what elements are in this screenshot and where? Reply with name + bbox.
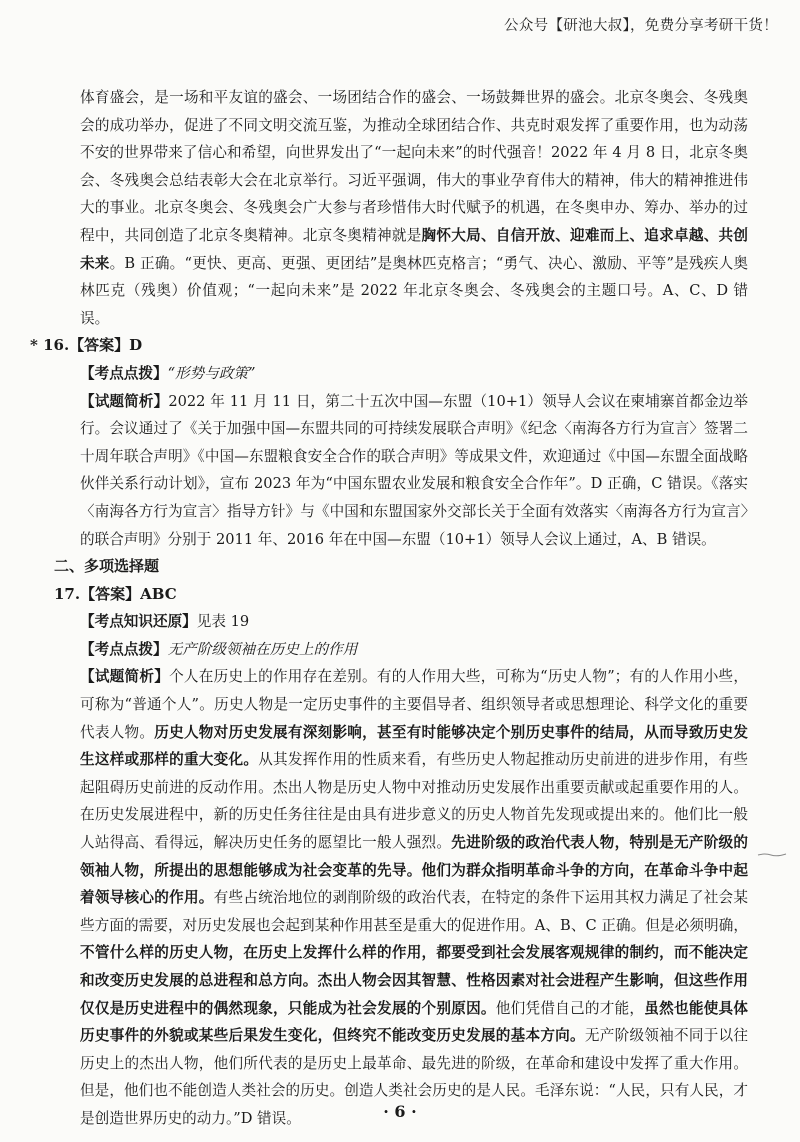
q16-analysis: [54, 388, 748, 554]
q17-bold-3: 不管什么样的历史人物，在历史上发挥什么样的作用，都要受到社会发展客观规律的制约，而不能决定和改变历史发展的总进程和总方向。杰出人物会因其智慧、性格因素对社会进程产生影响，但这些作用仅仅是历史进程中的偶然现象，只能成为社会发展的个别原因。: [80, 944, 748, 1017]
page-header-watermark: 公众号【研池大叔】，免费分享考研干货！: [504, 18, 778, 34]
page-content: [30, 84, 748, 1133]
intro-paragraph: [54, 84, 748, 332]
intro-text-2: 。B 正确。“更快、更高、更强、更团结”是奥林匹克格言；“勇气、决心、激励、平等”是残疾人奥林匹克（残奥）价值观；“一起向未来”是 2022 年北京冬奥会、冬残奥会的主题口号。A、C、D 错误。: [80, 254, 748, 327]
q16-analysis-text: 2022 年 11 月 11 日，第二十五次中国—东盟（10+1）领导人会议在柬埔寨首都金边举行。会议通过了《关于加强中国—东盟共同的可持续发展联合声明》《纪念〈南海各方行为宣言〉签署二十周年联合声明》《中国—东盟粮食安全合作的联合声明》等成果文件，欢迎通过《中国—东盟全面战略伙伴关系行动计划》，宣布 2023 年为“中国东盟农业发展和粮食安全合作年”。D 正确，C 错误。《落实〈南海各方行为宣言〉指导方针》与《中国和东盟国家外交部长关于全面有效落实〈南海各方行为宣言〉的联合声明》分别于 2011 年、2016 年在中国—东盟（10+1）领导人会议上通过，A、B 错误。: [80, 392, 748, 548]
q17-point-text: 无产阶级领袖在历史上的作用: [167, 640, 358, 658]
q17-text-3: 有些占统治地位的剥削阶级的政治代表，在特定的条件下运用其权力满足了社会某些方面的需要，对历史发展也会起到某种作用甚至是重大的促进作用。A、B、C 正确。但是必须明确，: [80, 889, 748, 934]
q17-text-4: 他们凭借自己的才能，: [495, 999, 645, 1017]
q17-analysis-tag: 【试题简析】: [80, 668, 170, 686]
q16-analysis-tag: 【试题简析】: [80, 392, 169, 410]
q17-text-2: 从其发挥作用的性质来看，有些历史人物起推动历史前进的进步作用，有些起阻碍历史前进的反动作用。杰出人物是历史人物中对推动历史发展作出重要贡献或起重要作用的人。在历史发展进程中，新的历史任务往往是由具有进步意义的历史人物首先发现或提出来的。他们比一般人站得高、看得远，解决历史任务的愿望比一般人强烈。: [80, 751, 748, 852]
q17-text-5: 无产阶级领袖不同于以往历史上的杰出人物，他们所代表的是历史上最革命、最先进的阶级，在革命和建设中发挥了重大作用。但是，他们也不能创造人类社会的历史。创造人类社会历史的是人民。毛泽东说：“人民，只有人民，才是创造世界历史的动力。”D 错误。: [80, 1027, 748, 1127]
q16-point: [54, 360, 748, 388]
q16-point-tag: 【考点点拨】: [80, 364, 168, 382]
intro-bold-1: 胸怀大局、自信开放、迎难而上、追求卓越、共创未来: [80, 226, 748, 272]
intro-text-1: 体育盛会，是一场和平友谊的盛会、一场团结合作的盛会、一场鼓舞世界的盛会。北京冬奥会、冬残奥会的成功举办，促进了不同文明交流互鉴，为推动全球团结合作、共克时艰发挥了重要作用，也为动荡不安的世界带来了信心和希望，向世界发出了“一起向未来”的时代强音！2022 年 4 月 8 日，北京冬奥会、冬残奥会总结表彰大会在北京举行。习近平强调，伟大的事业孕育伟大的精神，伟大的精神推进伟大的事业。北京冬奥会、冬残奥会广大参与者珍惜伟大时代赋予的机遇，在冬奥申办、筹办、举办的过程中，共同创造了北京冬奥精神。北京冬奥精神就是: [80, 89, 748, 244]
q17-answer-heading: 17.【答案】ABC: [54, 584, 177, 603]
q17-bold-4: 虽然也能使具体历史事件的外貌或某些后果发生变化，但终究不能改变历史发展的基本方向。: [80, 999, 748, 1045]
q17-knowledge-text: 见表 19: [196, 613, 250, 631]
q17-point: [54, 636, 748, 664]
q17-text-1: 个人在历史上的作用存在差别。有的人作用大些，可称为“历史人物”；有的人作用小些，可称为“普通个人”。历史人物是一定历史事件的主要倡导者、组织领导者或思想理论、科学文化的重要代表人物。: [80, 668, 748, 741]
q17-bold-1: 历史人物对历史发展有深刻影响，甚至有时能够决定个别历史事件的结局，从而导致历史发生这样或那样的重大变化。: [80, 723, 748, 769]
q17-bold-2: 先进阶级的政治代表人物，特别是无产阶级的领袖人物，所提出的思想能够成为社会变革的先导。他们为群众指明革命斗争的方向，在革命斗争中起着领导核心的作用。: [80, 834, 748, 907]
q17-knowledge: [54, 608, 748, 636]
q16-answer-heading: * 16.【答案】D: [30, 336, 143, 355]
pencil-mark-icon: [757, 852, 787, 858]
q17-knowledge-tag: 【考点知识还原】: [80, 613, 197, 631]
q17-analysis: [54, 663, 748, 1132]
page-number: · 6 ·: [383, 1102, 417, 1121]
section-multiple-choice-title: 二、多项选择题: [54, 557, 160, 576]
q17-point-tag: 【考点点拨】: [80, 640, 168, 658]
q16-point-text: “形势与政策”: [167, 364, 256, 382]
